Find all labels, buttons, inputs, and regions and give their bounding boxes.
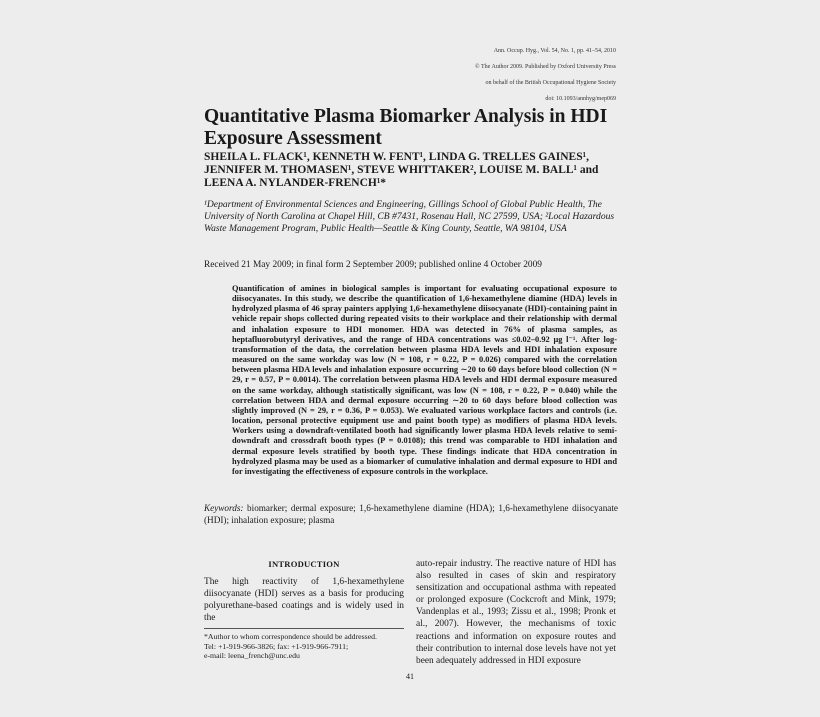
page-number: 41 [406,672,414,681]
journal-citation [475,39,616,111]
keywords [204,502,618,526]
left-column [204,558,404,624]
affiliations: ¹Department of Environmental Sciences and Engineering, Gillings School of Global Public Health, The University of North Carolina at Chapel Hill, CB #7431, Rosenau Hall, NC 27599, USA; ²Local Hazardous Waste Management Program, Public Health—Seattle & King County, Seattle, WA 98104, USA [204,199,615,234]
right-column [416,558,616,667]
footnote-line-3: e-mail: leena_french@unc.edu [204,651,300,661]
keywords-label: Keywords: [204,503,244,513]
intro-paragraph-left: The high reactivity of 1,6-hexamethylene diisocyanate (HDI) serves as a basis for producing polyurethane-based coatings and is widely used in the [204,577,404,624]
footnote-line-2: Tel: +1-919-966-3826; fax: +1-919-966-7911; [204,641,349,651]
author-list: SHEILA L. FLACK¹, KENNETH W. FENT¹, LINDA G. TRELLES GAINES¹, JENNIFER M. THOMASEN¹, STEVE WHITTAKER², LOUISE M. BALL¹ and LEENA A. NYLANDER-FRENCH¹* [204,151,599,189]
abstract: Quantification of amines in biological samples is important for evaluating occupational exposure to diisocyanates. In this study, we describe the quantification of 1,6-hexamethylene diamine (HDA) levels in hydrolyzed plasma of 46 spray painters applying 1,6-hexamethylene diisocyanate (HDI)-containing paint in vehicle repair shops collected during repeated visits to their workplace and their relationship with dermal and inhalation exposure to HDI monomer. HDA was detected in 76% of plasma samples, as heptafluorobutyryl derivatives, and the range of HDA concentrations was ≤0.02–0.92 μg l⁻¹. After log-transformation of the data, the correlation between plasma HDA levels and HDI inhalation exposure measured on the same workday was low (N = 108, r = 0.22, P = 0.026) compared with the correlation between plasma HDA levels and inhalation exposure occurring ∼20 to 60 days before blood collection (N = 29, r = 0.57, P = 0.0014). The correlation between plasma HDA levels and HDI dermal exposure measured on the same workday, although statistically significant, was low (N = 108, r = 0.22, P = 0.040) while the correlation between HDA and dermal exposure occurring ∼20 to 60 days before blood collection was slightly improved (N = 29, r = 0.36, P = 0.053). We evaluated various workplace factors and controls (i.e. location, personal protective equipment use and paint booth type) as modifiers of plasma HDA levels. Workers using a downdraft-ventilated booth had significantly lower plasma HDA levels relative to semi-downdraft and crossdraft booth types (P = 0.0108); this trend was comparable to HDI inhalation and dermal exposure levels stratified by booth type. These findings indicate that HDA concentration in hydrolyzed plasma may be used as a biomarker of cumulative inhalation and dermal exposure to HDI and for investigating the effectiveness of exposure controls in the workplace. [232,284,617,476]
correspondence-footnote [204,632,409,661]
intro-paragraph-right: auto-repair industry. The reactive nature of HDI has also resulted in cases of skin and respiratory sensitization and occupational asthma with repeated or prolonged exposure (Cockcroft and Mink, 1979; Vandenplas et al., 1993; Zissu et al., 1998; Pronk et al., 2007). However, the mechanisms of toxic reactions and information on exposure routes and their contribution to internal dose levels have not yet been adequately addressed in HDI exposure [416,559,616,666]
journal-line-2: © The Author 2009. Published by Oxford University Press [475,64,616,70]
journal-line-3: on behalf of the British Occupational Hygiene Society [485,80,616,86]
journal-line-1: Ann. Occup. Hyg., Vol. 54, No. 1, pp. 41–54, 2010 [493,48,616,54]
footnote-divider [204,628,404,629]
journal-line-4: doi: 10.1093/annhyg/mep069 [545,96,616,102]
keywords-text: biomarker; dermal exposure; 1,6-hexamethylene diamine (HDA); 1,6-hexamethylene diisocyanate (HDI); inhalation exposure; plasma [204,503,618,525]
introduction-heading: INTRODUCTION [268,559,340,569]
footnote-line-1: *Author to whom correspondence should be addressed. [204,632,378,641]
article-title: Quantitative Plasma Biomarker Analysis in HDI Exposure Assessment [204,106,608,149]
received-dates: Received 21 May 2009; in final form 2 September 2009; published online 4 October 2009 [204,260,542,270]
